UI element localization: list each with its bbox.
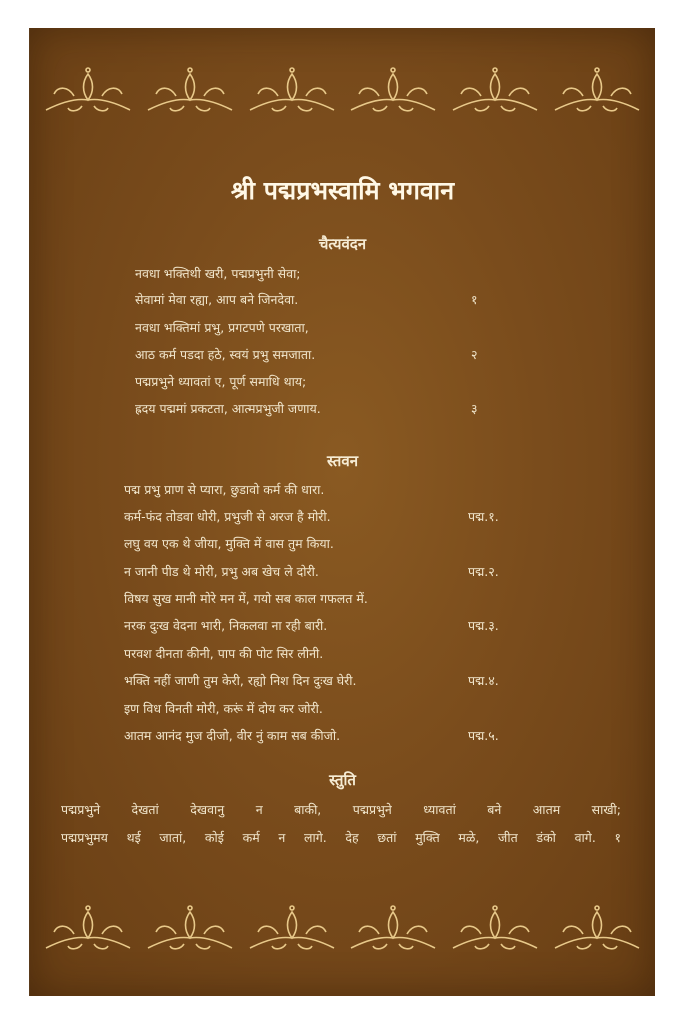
floral-ornament-icon: [445, 66, 545, 116]
floral-ornament-icon: [343, 904, 443, 954]
stavan-line: पद्म प्रभु प्राण से प्यारा, छुडावो कर्म की धारा.: [124, 482, 325, 497]
floral-ornament-icon: [242, 66, 342, 116]
refrain-number: पद्म.१.: [468, 509, 499, 524]
refrain-number: पद्म.४.: [468, 673, 499, 688]
chaityavandan-line: नवधा भक्तिथी खरी, पद्मप्रभुनी सेवा;: [135, 266, 301, 281]
floral-ornament-icon: [140, 66, 240, 116]
chaityavandan-line: आठ कर्म पडदा हठे, स्वयं प्रभु समजाता.: [135, 347, 316, 362]
floral-ornament-icon: [38, 904, 138, 954]
stavan-line: भक्ति नहीं जाणी तुम केरी, रह्यो निश दिन दुःख घेरी.: [124, 673, 357, 688]
stuti-heading: स्तुति: [329, 771, 356, 789]
stuti-line: पद्मप्रभुने देखतां देखवानु न बाकी, पद्मप्रभुने ध्यावतां बने आतम साखी;: [61, 802, 621, 817]
chaityavandan-line: नवधा भक्तिमां प्रभु, प्रगटपणे परखाता,: [135, 320, 309, 335]
verse-number: ३: [471, 401, 478, 416]
stavan-line: लघु वय एक थे जीया, मुक्ति में वास तुम किया.: [124, 536, 334, 551]
stavan-line: न जानी पीड थे मोरी, प्रभु अब खेच ले दोरी.: [124, 564, 319, 579]
refrain-number: पद्म.२.: [468, 564, 499, 579]
chaityavandan-line: पद्मप्रभुने ध्यावतां ए, पूर्ण समाधि थाय;: [135, 374, 307, 389]
floral-ornament-icon: [140, 904, 240, 954]
stavan-line: परवश दीनता कीनी, पाप की पोट सिर लीनी.: [124, 646, 324, 661]
stavan-line: विषय सुख मानी मोरे मन में, गयो सब काल गफलत में.: [124, 591, 368, 606]
stavan-line: इण विध विनती मोरी, करूं में दोय कर जोरी.: [124, 701, 323, 716]
floral-ornament-icon: [343, 66, 443, 116]
stuti-line: पद्मप्रभुमय थई जातां, कोई कर्म न लागे. देह छतां मुक्ति मळे, जीत डंको वागे. १: [61, 830, 621, 845]
refrain-number: पद्म.३.: [468, 618, 499, 633]
bottom-ornament-border: [30, 904, 655, 954]
refrain-number: पद्म.५.: [468, 728, 499, 743]
top-ornament-border: [30, 66, 655, 116]
stavan-line: आतम आनंद मुज दीजो, वीर नुं काम सब कीजो.: [124, 728, 341, 743]
verse-number: २: [471, 347, 478, 362]
chaityavandan-line: सेवामां मेवा रह्या, आप बने जिनदेवा.: [135, 292, 299, 307]
floral-ornament-icon: [547, 904, 647, 954]
page-background: [29, 28, 655, 996]
floral-ornament-icon: [445, 904, 545, 954]
chaityavandan-line: ह्रदय पद्ममां प्रकटता, आत्मप्रभुजी जणाय.: [135, 401, 321, 416]
chaityavandan-heading: चैत्यवंदन: [318, 235, 367, 253]
floral-ornament-icon: [38, 66, 138, 116]
stavan-heading: स्तवन: [326, 452, 359, 470]
verse-number: १: [471, 292, 478, 307]
stavan-line: कर्म-फंद तोडवा धोरी, प्रभुजी से अरज है मोरी.: [124, 509, 331, 524]
page-title: श्री पद्मप्रभस्वामि भगवान: [230, 176, 455, 205]
floral-ornament-icon: [242, 904, 342, 954]
floral-ornament-icon: [547, 66, 647, 116]
stavan-line: नरक दुःख वेदना भारी, निकलवा ना रही बारी.: [124, 618, 328, 633]
